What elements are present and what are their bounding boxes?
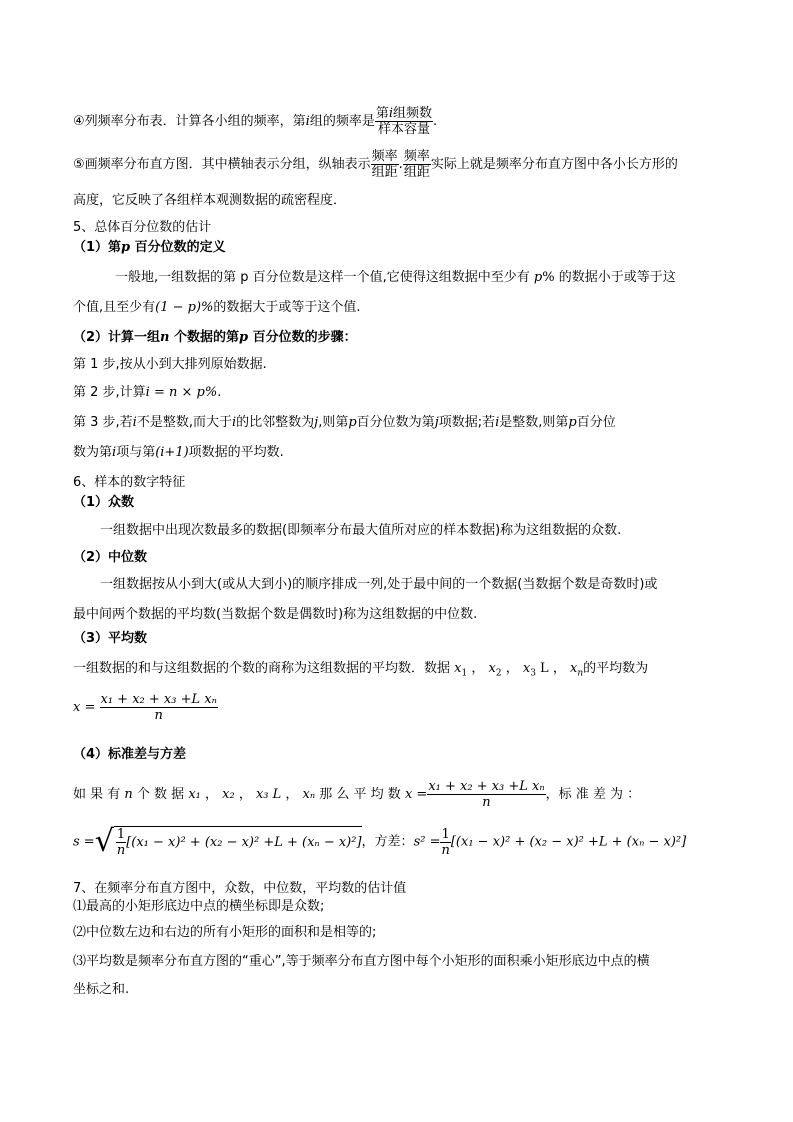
line-density: 高度，它反映了各组样本观测数据的疏密程度． bbox=[73, 193, 347, 208]
item-mode: ⑴最高的小矩形底边中点的横坐标即是众数; bbox=[73, 899, 325, 914]
step-2: 第 2 步,计算i = n × p%. bbox=[73, 385, 222, 400]
fraction-frequency-over-width: $\frac{\text{频率}}{\text{组距}}$ bbox=[371, 149, 398, 180]
line-percentile-def-1: 一般地,一组数据的第 p 百分位数是这样一个值,它使得这组数据中至少有 p% 的数据小于或等于这 bbox=[115, 270, 676, 285]
line-frequency-table: ④列频率分布表．计算各小组的频率，第i组的频率是 $\frac{\text{第i组频数}}{\text{样本容量}}$ . bbox=[73, 106, 438, 137]
step-3: 第 3 步,若i不是整数,而大于i的比邻整数为j,则第p百分位数为第j项数据;若i是整数,则第p百分位 bbox=[73, 415, 616, 430]
heading-stddev-variance: （4）标准差与方差 bbox=[73, 747, 187, 762]
fraction-frequency-over-width-2: $\frac{\text{频率}}{\text{组距}}$ bbox=[403, 149, 430, 180]
heading-histogram-estimates: 7、在频率分布直方图中，众数，中位数，平均数的估计值 bbox=[73, 881, 407, 896]
text-mean: 一组数据的和与这组数据的个数的商称为这组数据的平均数．数据 $x_1$ ， $x_2$ ， $x_3$ L ， $x_n$的平均数为 bbox=[73, 661, 649, 679]
text-mode: 一组数据中出现次数最多的数据(即频率分布最大值所对应的样本数据)称为这组数据的众数. bbox=[100, 523, 622, 538]
heading-mode: （1）众数 bbox=[73, 495, 135, 510]
text-median-2: 最中间两个数据的平均数(当数据个数是偶数时)称为这组数据的中位数. bbox=[73, 607, 478, 622]
step-1: 第 1 步,按从小到大排列原始数据. bbox=[73, 357, 267, 372]
formula-stddev-variance: s =√ $\frac{1}{n}$ [(x₁ − x)² + (x₂ − x)² +L + (xₙ − x)²]，方差：s² = $\frac{1}{n}$ [(x₁ − x)² + (x₂ − x)² +L + (xₙ − x)²] bbox=[73, 824, 687, 859]
step-3-cont: 数为第i项与第(i+1)项数据的平均数. bbox=[73, 445, 284, 460]
formula-mean: x = $\frac{\text{x₁ + x₂ + x₃ +L xₙ}}{n}$ bbox=[73, 692, 217, 723]
line-percentile-def-2: 个值,且至少有(1 − p)%的数据大于或等于这个值. bbox=[73, 300, 361, 315]
text-stddev-intro: 如 果 有 n 个 数 据 x₁ ， x₂ ， x₃ L ， xₙ 那 么 平 均 数 x = $\frac{\text{x₁ + x₂ + x₃ +L xₙ}}{n}$ ，标 准 差 为 ： bbox=[73, 779, 641, 810]
line-histogram: ⑤画频率分布直方图．其中横轴表示分组，纵轴表示 $\frac{\text{频率}}{\text{组距}}$ . $\frac{\text{频率}}{\text{组距}}$ 实际上就是频率分布直方图中各小长方形的 bbox=[73, 149, 678, 180]
text-median-1: 一组数据按从小到大(或从大到小)的顺序排成一列,处于最中间的一个数据(当数据个数是奇数时)或 bbox=[100, 577, 658, 592]
item-mean-2: 坐标之和. bbox=[73, 982, 130, 997]
fraction-group-frequency: $\frac{\text{第i组频数}}{\text{样本容量}}$ bbox=[375, 106, 433, 137]
heading-sample-features: 6、样本的数字特征 bbox=[73, 475, 186, 490]
item-mean-1: ⑶平均数是频率分布直方图的“重心”,等于频率分布直方图中每个小矩形的面积乘小矩形底边中点的横 bbox=[73, 954, 650, 969]
heading-mean: （3）平均数 bbox=[73, 631, 148, 646]
heading-percentile-definition: （1）第p 百分位数的定义 bbox=[73, 240, 226, 255]
sqrt-icon: √ bbox=[94, 824, 114, 859]
heading-percentile-steps: （2）计算一组n 个数据的第p 百分位数的步骤： bbox=[73, 330, 357, 345]
heading-percentile-estimate: 5、总体百分位数的估计 bbox=[73, 220, 212, 235]
heading-median: （2）中位数 bbox=[73, 550, 148, 565]
item-median: ⑵中位数左边和右边的所有小矩形的面积和是相等的; bbox=[73, 925, 377, 940]
